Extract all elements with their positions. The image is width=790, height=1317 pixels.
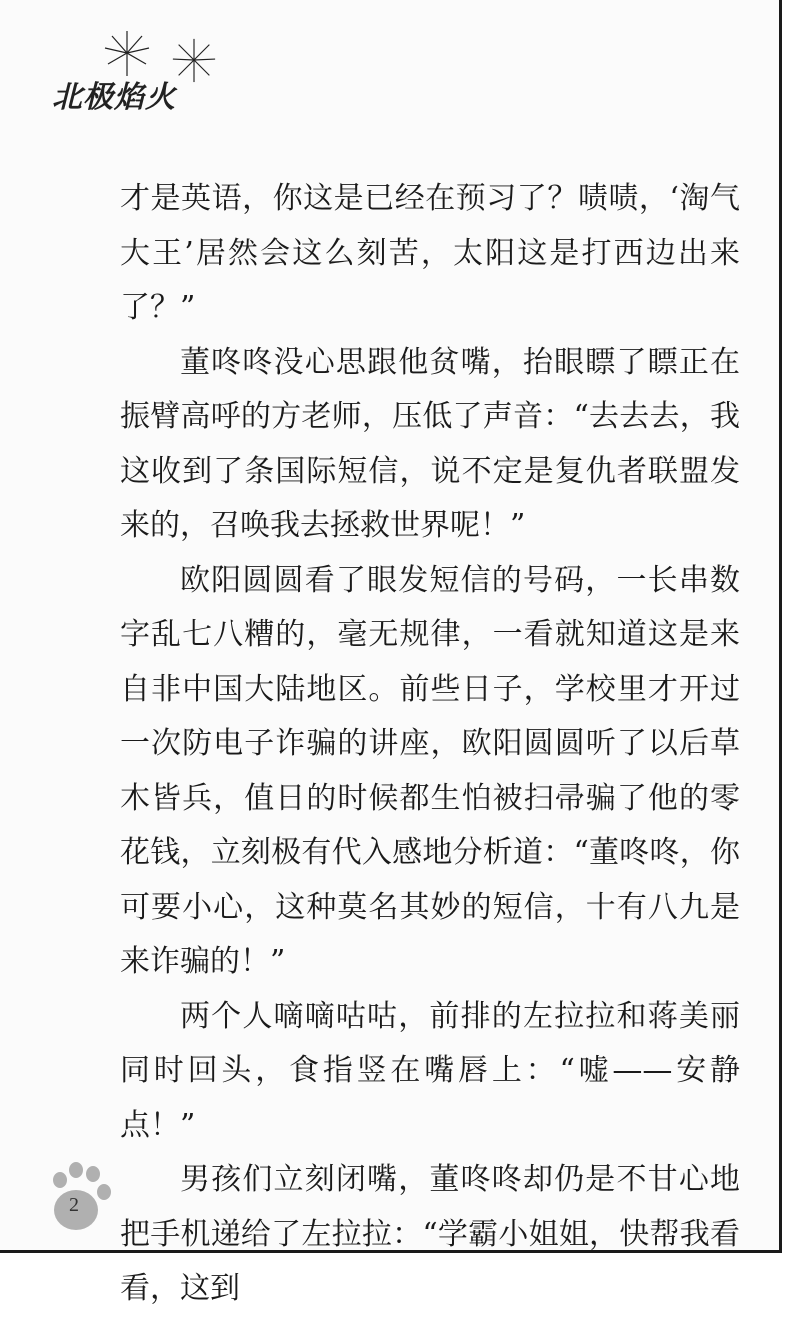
page-footer <box>46 1158 126 1238</box>
paragraph: 两个人嘀嘀咕咕，前排的左拉拉和蒋美丽同时回头，食指竖在嘴唇上：“嘘——安静点！” <box>120 998 740 1143</box>
paragraph: 男孩们立刻闭嘴，董咚咚却仍是不甘心地把手机递给了左拉拉：“学霸小姐姐，快帮我看看，这到 <box>120 1162 740 1306</box>
firework-icon <box>102 28 152 78</box>
book-title: 北极焰火 <box>52 80 176 115</box>
paragraph: 才是英语，你这是已经在预习了？啧啧，‘淘气大王’居然会这么刻苦，太阳这是打西边出来了？” <box>120 181 740 325</box>
firework-icon <box>170 36 218 84</box>
paragraph: 欧阳圆圆看了眼发短信的号码，一长串数字乱七八糟的，毫无规律，一看就知道这是来自非中国大陆地区。前些日子，学校里才开过一次防电子诈骗的讲座，欧阳圆圆听了以后草木皆兵，值日的时候都生怕被扫帚骗了他的零花钱，立刻极有代入感地分析道：“董咚咚，你可要小心，这种莫名其妙的短信，十有八九是来诈骗的！” <box>120 562 740 979</box>
running-header <box>40 28 240 115</box>
paragraph: 董咚咚没心思跟他贫嘴，抬眼瞟了瞟正在振臂高呼的方老师，压低了声音：“去去去，我这收到了条国际短信，说不定是复仇者联盟发来的，召唤我去拯救世界呢！” <box>120 344 740 543</box>
body-text <box>120 172 740 1317</box>
page-number: 2 <box>69 1194 79 1216</box>
